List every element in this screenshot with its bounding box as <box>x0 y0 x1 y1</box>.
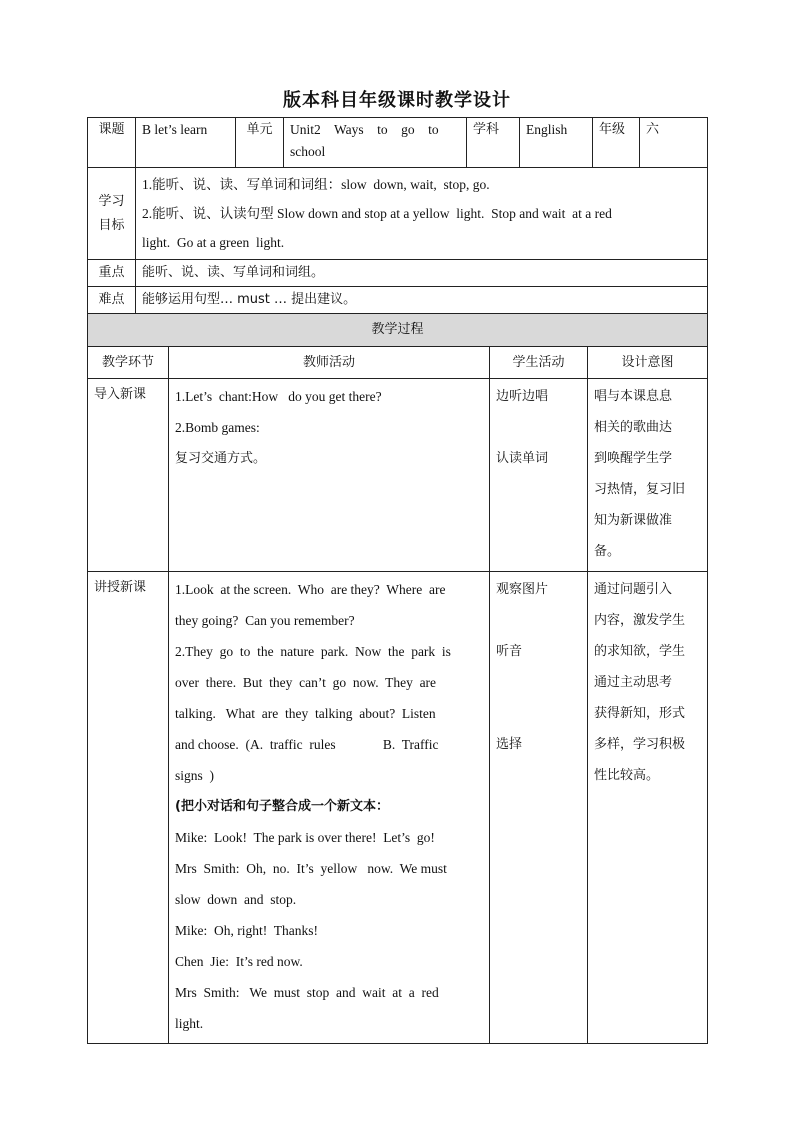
page-title: 版本科目年级课时教学设计 <box>283 90 511 111</box>
key-point-value: 能听、说、读、写单词和词组。 <box>136 260 708 287</box>
subject-value: English <box>520 118 593 168</box>
teacher-line: Mrs Smith: We must stop and wait at a red <box>175 985 439 1000</box>
intent-cell <box>588 572 708 1044</box>
unit-value-line1: Unit2 Ways to go to <box>290 122 439 137</box>
teacher-line: Chen Jie: It’s red now. <box>175 954 303 969</box>
objective-1: 1.能听、说、读、写单词和词组：slow down, wait, stop, go. <box>142 177 490 192</box>
key-point-label: 重点 <box>88 260 136 287</box>
student-line: 边听边唱 <box>496 389 549 404</box>
unit-value <box>284 118 467 168</box>
process-table <box>87 313 708 1044</box>
student-line <box>496 605 581 636</box>
student-line <box>496 667 581 698</box>
lesson-value: B let’s learn <box>136 118 236 168</box>
grade-value: 六 <box>640 118 708 168</box>
teacher-line: talking. What are they talking about? Listen <box>175 706 436 721</box>
teacher-line: (把小对话和句子整合成一个新文本： <box>175 799 389 814</box>
student-activity-cell <box>490 379 588 572</box>
teacher-line: 1.Let’s chant:How do you get there? <box>175 389 382 404</box>
objective-3: light. Go at a green light. <box>142 235 285 250</box>
intent-line: 通过问题引入 <box>594 582 673 597</box>
intent-line: 内容，激发学生 <box>594 613 686 628</box>
header-table <box>87 117 708 314</box>
column-header-intent: 设计意图 <box>588 347 708 379</box>
column-header-stage: 教学环节 <box>88 347 169 379</box>
teacher-line: 1.Look at the screen. Who are they? Where are <box>175 582 446 597</box>
intent-line: 知为新课做准 <box>594 513 673 528</box>
objectives-label: 学习 目标 <box>88 168 136 260</box>
lesson-label: 课题 <box>88 118 136 168</box>
student-line: 听音 <box>496 644 523 659</box>
intent-line: 通过主动思考 <box>594 675 673 690</box>
unit-value-line2: school <box>290 144 326 160</box>
objectives-content <box>136 168 708 260</box>
intent-line: 的求知欲，学生 <box>594 644 686 659</box>
column-header-student: 学生活动 <box>490 347 588 379</box>
teacher-line: 2.They go to the nature park. Now the park is <box>175 644 451 659</box>
stage-cell: 讲授新课 <box>88 572 169 1044</box>
student-line: 选择 <box>496 737 523 752</box>
teacher-line: Mike: Oh, right! Thanks! <box>175 923 318 938</box>
intent-line: 获得新知，形式 <box>594 706 686 721</box>
subject-label: 学科 <box>467 118 520 168</box>
teacher-line: 2.Bomb games: <box>175 420 260 435</box>
table-row <box>88 572 708 1044</box>
column-header-teacher: 教师活动 <box>169 347 490 379</box>
teacher-line: over there. But they can’t go now. They are <box>175 675 437 690</box>
teacher-activity-cell <box>169 379 490 572</box>
table-row <box>88 379 708 572</box>
unit-label: 单元 <box>236 118 284 168</box>
teacher-line: they going? Can you remember? <box>175 613 355 628</box>
teacher-line: slow down and stop. <box>175 892 297 907</box>
teacher-line: signs ) <box>175 768 215 783</box>
difficulty-label: 难点 <box>88 287 136 314</box>
teacher-line: 复习交通方式。 <box>175 451 267 466</box>
intent-line: 习热情，复习旧 <box>594 482 686 497</box>
intent-line: 唱与本课息息 <box>594 389 673 404</box>
teacher-line: Mike: Look! The park is over there! Let’s go! <box>175 830 435 845</box>
intent-line: 相关的歌曲达 <box>594 420 673 435</box>
teacher-line: and choose. (A. traffic rules B. Traffic <box>175 737 439 752</box>
teacher-line: Mrs Smith: Oh, no. It’s yellow now. We must <box>175 861 447 876</box>
student-activity-cell <box>490 572 588 1044</box>
process-heading: 教学过程 <box>88 314 708 347</box>
student-line: 观察图片 <box>496 582 549 597</box>
grade-label: 年级 <box>593 118 640 168</box>
difficulty-value: 能够运用句型… must … 提出建议。 <box>136 287 708 314</box>
objective-2: 2.能听、说、认读句型 Slow down and stop at a yellow light. Stop and wait at a red <box>142 206 612 221</box>
intent-line: 性比较高。 <box>594 768 660 783</box>
student-line <box>496 698 581 729</box>
intent-line: 到唤醒学生学 <box>594 451 673 466</box>
student-line <box>496 412 581 443</box>
intent-line: 备。 <box>594 544 621 559</box>
stage-cell: 导入新课 <box>88 379 169 572</box>
student-line: 认读单词 <box>496 451 549 466</box>
teacher-line: light. <box>175 1016 204 1031</box>
teacher-activity-cell <box>169 572 490 1044</box>
intent-line: 多样，学习积极 <box>594 737 686 752</box>
intent-cell <box>588 379 708 572</box>
